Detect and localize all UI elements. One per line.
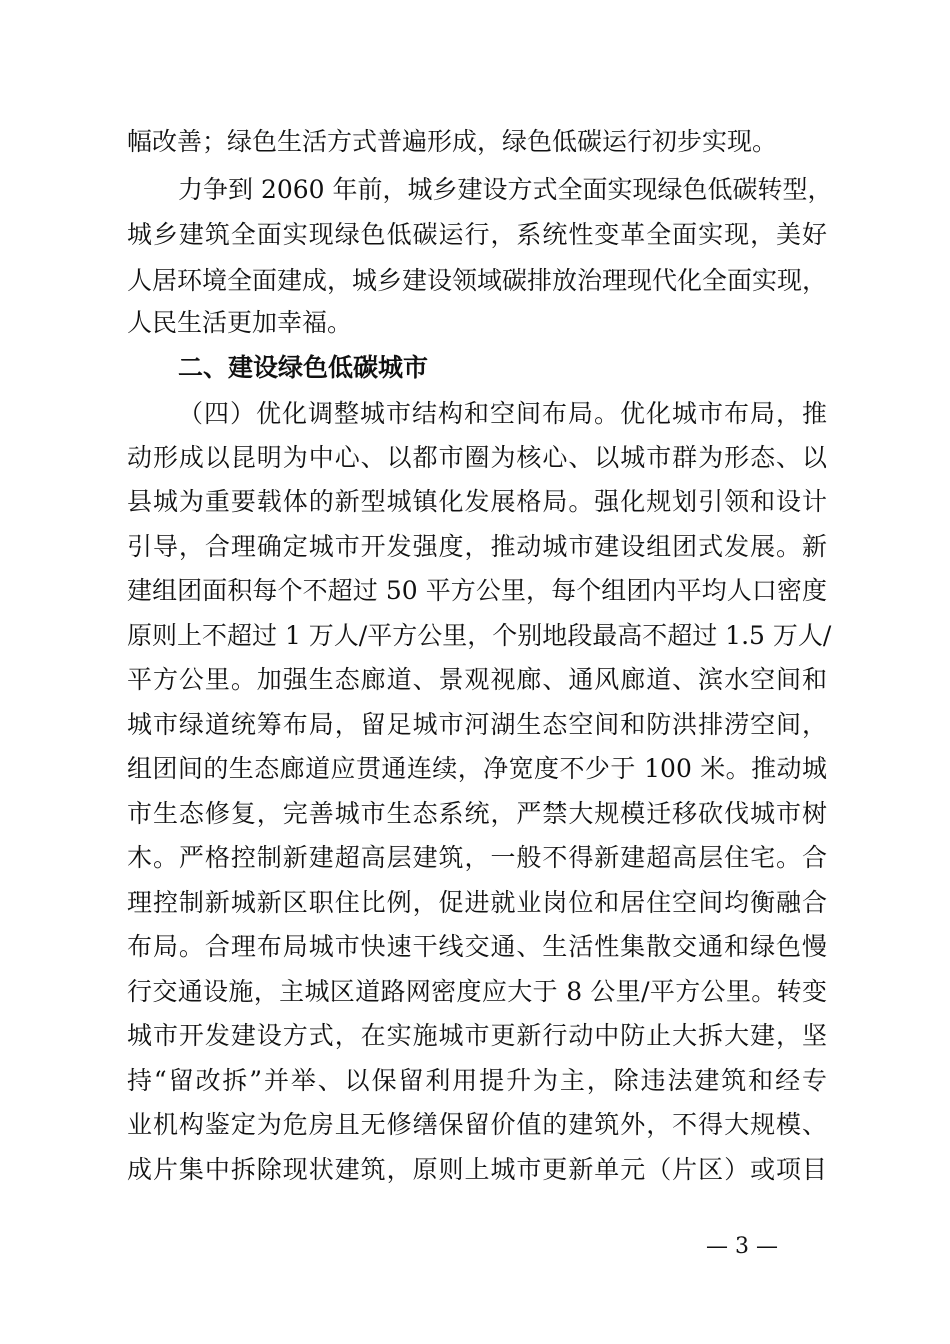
paragraph-line: 动形成以昆明为中心、以都市圈为核心、以城市群为形态、以	[127, 443, 827, 472]
paragraph-line: 力争到 2060 年前，城乡建设方式全面实现绿色低碳转型，	[178, 175, 833, 204]
paragraph-line: 平方公里。加强生态廊道、景观视廊、通风廊道、滨水空间和	[127, 665, 827, 694]
paragraph-line: （四）优化调整城市结构和空间布局。优化城市布局，推	[178, 399, 827, 428]
paragraph-line: 引导，合理确定城市开发强度，推动城市建设组团式发展。新	[127, 532, 827, 561]
paragraph-line: 城市开发建设方式，在实施城市更新行动中防止大拆大建，坚	[127, 1021, 827, 1050]
paragraph-line: 城乡建筑全面实现绿色低碳运行，系统性变革全面实现，美好	[127, 220, 827, 249]
paragraph-line: 行交通设施，主城区道路网密度应大于 8 公里/平方公里。转变	[127, 977, 827, 1006]
paragraph-line: 县城为重要载体的新型城镇化发展格局。强化规划引领和设计	[127, 487, 827, 516]
paragraph-line: 城市绿道统筹布局，留足城市河湖生态空间和防洪排涝空间，	[127, 710, 827, 739]
paragraph-line: 建组团面积每个不超过 50 平方公里，每个组团内平均人口密度	[127, 576, 827, 605]
paragraph-line: 原则上不超过 1 万人/平方公里，个别地段最高不超过 1.5 万人/	[127, 621, 832, 650]
paragraph-line: 持“留改拆”并举、以保留利用提升为主，除违法建筑和经专	[127, 1066, 827, 1095]
paragraph-line: 业机构鉴定为危房且无修缮保留价值的建筑外，不得大规模、	[127, 1110, 827, 1139]
paragraph-line: 人民生活更加幸福。	[127, 308, 353, 337]
paragraph-line: 成片集中拆除现状建筑，原则上城市更新单元（片区）或项目	[127, 1155, 827, 1184]
page-number: — 3 —	[706, 1234, 778, 1259]
paragraph-line: 木。严格控制新建超高层建筑，一般不得新建超高层住宅。合	[127, 843, 827, 872]
paragraph-line: 布局。合理布局城市快速干线交通、生活性集散交通和绿色慢	[127, 932, 827, 961]
paragraph-line: 人居环境全面建成，城乡建设领域碳排放治理现代化全面实现，	[127, 266, 828, 295]
paragraph-line: 市生态修复，完善城市生态系统，严禁大规模迁移砍伐城市树	[127, 799, 827, 828]
section-heading: 二、建设绿色低碳城市	[178, 353, 429, 382]
paragraph-line: 幅改善；绿色生活方式普遍形成，绿色低碳运行初步实现。	[127, 127, 778, 156]
paragraph-line: 理控制新城新区职住比例，促进就业岗位和居住空间均衡融合	[127, 888, 827, 917]
paragraph-line: 组团间的生态廊道应贯通连续，净宽度不少于 100 米。推动城	[127, 754, 827, 783]
